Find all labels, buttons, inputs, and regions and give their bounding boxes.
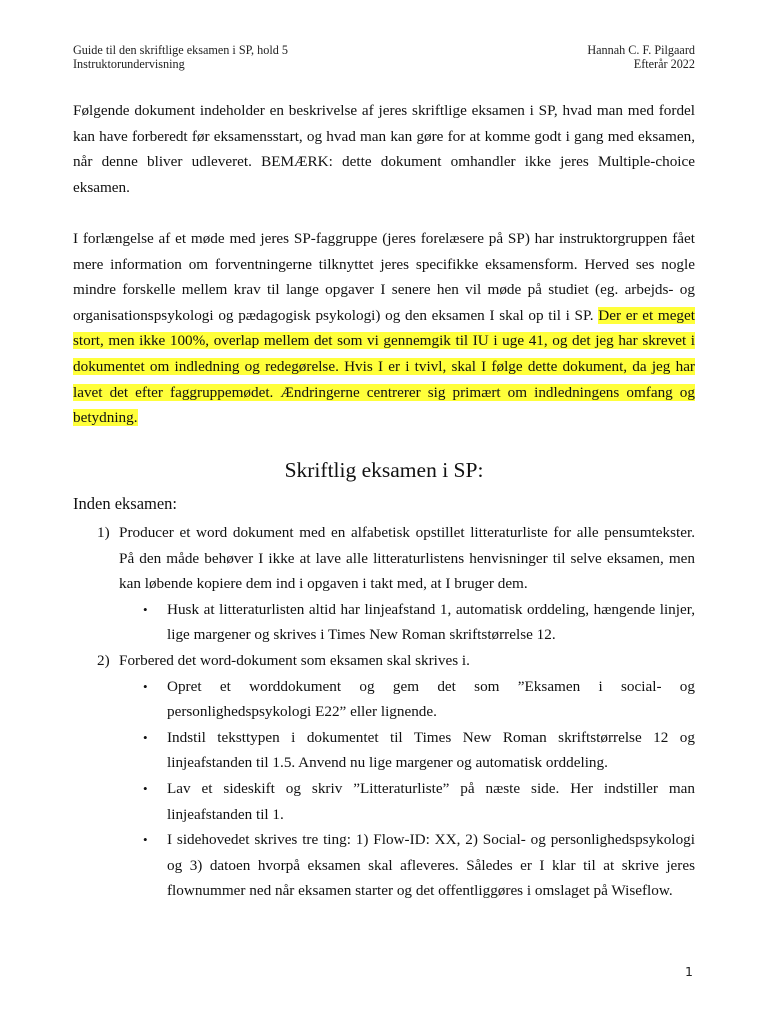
text-line: Lav et sideskift og skriv ”Litteraturliste” på næste side. Her indstiller man [167, 779, 695, 797]
list-number: 2) [97, 651, 110, 669]
text-line: Husk at litteraturlisten altid har linjeafstand 1, automatisk orddeling, hængende linjer, [167, 600, 695, 618]
text-line: Producer et word dokument med en alfabetisk opstillet litteraturliste for alle pensumtekster. [119, 524, 695, 541]
text-line: På den måde behøver I ikke at lave alle litteraturlistens henvisninger til selve eksamen, men [119, 549, 695, 567]
bullet-icon: • [143, 729, 148, 745]
text-line: Forbered det word-dokument som eksamen skal skrives i. [119, 651, 470, 669]
intro-paragraph-2 [73, 226, 695, 431]
text-line [73, 405, 695, 431]
text-line [73, 354, 695, 380]
section-title: Skriftlig eksamen i SP: [284, 458, 484, 482]
numbered-list [73, 520, 695, 904]
header-course-title: Guide til den skriftlige eksamen i SP, hold 5 [73, 43, 288, 57]
text-line: mere information om forventningerne tilknyttet jeres specifikke eksamensform. Herved ses nogle [73, 255, 695, 273]
text-line: flownummer ned når eksamen starter og det offentliggøres i omslaget på Wiseflow. [167, 882, 673, 900]
text-line: og 3) datoen hvorpå eksamen skal afleveres. Således er I klar til at skrive jeres [167, 856, 695, 874]
text-line: kan have forberedt før eksamensstart, og hvad man kan gøre for at komme godt i gang med eksamen, [73, 127, 695, 145]
text-line: eksamen. [73, 178, 130, 196]
bullet-item [73, 776, 695, 827]
text-line: linjeafstanden til 1. [167, 805, 284, 823]
text-line: I forlængelse af et møde med jeres SP-faggruppe (jeres forelæsere på SP) har instruktorgruppen fået [73, 230, 695, 247]
highlighted-text: lavet det efter faggruppemødet. Ændringerne centrerer sig primært om indledningens omfang og [73, 383, 695, 401]
text-line: I sidehovedet skrives tre ting: 1) Flow-ID: XX, 2) Social- og personlighedspsykologi [167, 831, 695, 849]
page-number: 1 [685, 964, 693, 979]
list-item-2 [73, 648, 695, 674]
list-item-1 [73, 520, 695, 597]
header-semester: Efterår 2022 [633, 57, 695, 71]
list-number: 1) [97, 524, 110, 541]
plain-text: organisationspsykologi og pædagogisk psykologi) og den eksamen I skal op til i SP. [73, 306, 599, 324]
bullet-item [73, 674, 695, 725]
bullet-item [73, 725, 695, 776]
bullet-icon: • [143, 601, 148, 617]
text-line [73, 380, 695, 406]
header-right [587, 43, 695, 71]
text-line: lige margener og skrives i Times New Roman skriftstørrelse 12. [167, 626, 556, 644]
header-left [73, 43, 288, 71]
text-line: Opret et worddokument og gem det som ”Eksamen i social- og [167, 677, 695, 695]
text-line [73, 303, 695, 329]
bullet-item [73, 827, 695, 904]
header-author: Hannah C. F. Pilgaard [587, 43, 695, 57]
bullet-icon: • [143, 780, 148, 796]
text-line: Indstil teksttypen i dokumentet til Times New Roman skriftstørrelse 12 og [167, 728, 695, 746]
text-line: personlighedspsykologi E22” eller lignende. [167, 703, 437, 721]
text-line: kan løbende kopiere dem ind i opgaven i takt med, at I bruger dem. [119, 575, 528, 593]
bullet-icon: • [143, 678, 148, 694]
text-line: linjeafstanden til 1.5. Anvend nu lige margener og automatisk orddeling. [167, 754, 608, 772]
highlighted-text: dokumentet om indledning og redegørelse. Hvis I er i tvivl, skal I følge dette dokument, da jeg har [73, 357, 695, 375]
intro-paragraph-1 [73, 98, 695, 200]
highlighted-text: stort, men ikke 100%, overlap mellem det som vi gennemgik til IU i uge 41, og det jeg har skrevet i [73, 332, 695, 350]
text-line [73, 328, 695, 354]
highlighted-text: Der er et meget [598, 306, 695, 324]
highlighted-text: betydning. [73, 409, 138, 427]
bullet-item [73, 597, 695, 648]
text-line: Følgende dokument indeholder en beskrivelse af jeres skriftlige eksamen i SP, hvad man med fordel [73, 102, 695, 119]
header-subtitle: Instruktorundervisning [73, 57, 185, 71]
bullet-icon: • [143, 832, 148, 848]
section-subheading: Inden eksamen: [73, 494, 178, 513]
text-line: når denne bliver udleveret. BEMÆRK: dette dokument omhandler ikke jeres Multiple-choice [73, 153, 695, 171]
text-line: mindre forskelle mellem krav til lange opgaver I senere hen vil møde på studiet (eg. arbejds- og [73, 281, 695, 299]
